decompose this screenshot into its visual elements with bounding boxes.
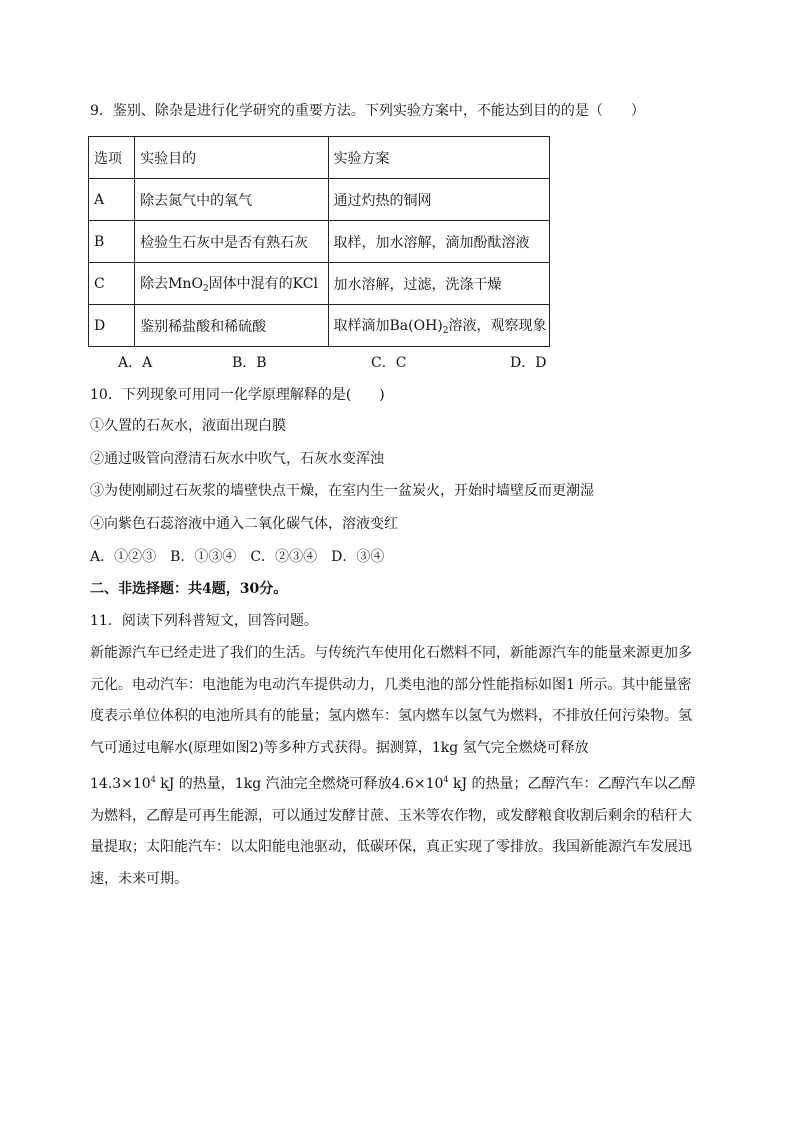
- q10-stem: 10．下列现象可用同一化学原理解释的是( ): [90, 387, 385, 403]
- q10-item: ③为使刚刷过石灰浆的墙壁快点干燥，在室内生一盆炭火，开始时墙壁反而更潮湿: [90, 483, 594, 499]
- passage-number: 14.3×10: [90, 776, 151, 792]
- plan-post: 溶液，观察现象: [448, 318, 547, 334]
- table-row: [89, 179, 550, 221]
- row-plan: 通过灼热的铜网: [328, 179, 550, 221]
- row-plan: 取样，加水溶解，滴加酚酞溶液: [328, 221, 550, 263]
- q9-choice-b: B．B: [232, 355, 267, 371]
- row-option: A: [89, 179, 135, 221]
- passage-number: kJ 的热量，1kg 汽油完全燃烧可释放4.6×10: [155, 776, 444, 792]
- table-row: [89, 221, 550, 263]
- header-option: 选项: [89, 137, 135, 179]
- row-option: B: [89, 221, 135, 263]
- row-goal: 除去氮气中的氧气: [135, 179, 328, 221]
- q10-item: ②通过吸管向澄清石灰水中吹气，石灰水变浑浊: [90, 451, 384, 467]
- q9-table: [88, 136, 550, 347]
- formula-subscript: 2: [202, 284, 209, 294]
- header-plan: 实验方案: [328, 137, 550, 179]
- q10-choices: A．①②③ B．①③④ C．②③④ D．③④: [90, 549, 385, 565]
- passage-text: kJ 的热量；乙醇汽车：乙醇汽车以乙醇为燃料，乙醇是可再生能源，可以通过发酵甘蔗、玉米等农作物，或发酵粮食收割后剩余的秸秆大量提取；太阳能汽车：以太阳能电池驱动，低碳环保，真正实现了零排放。我国新能源汽车发展迅速，未来可期。: [90, 776, 696, 887]
- passage-text: 新能源汽车已经走进了我们的生活。与传统汽车使用化石燃料不同，新能源汽车的能量来源更加多元化。电动汽车：电池能为电动汽车提供动力，几类电池的部分性能指标如图1 所示。其中能量密度表示单位体积的电池所具有的能量；氢内燃车：氢内燃车以氢气为燃料，不排放任何污染物。氢气可通过电解水(原理如图2)等多种方式获得。据测算，1kg 氢气完全燃烧可释放: [90, 645, 692, 756]
- table-header-row: [89, 137, 550, 179]
- row-goal: 检验生石灰中是否有熟石灰: [135, 221, 328, 263]
- row-option: D: [89, 305, 135, 347]
- q9-choice-c: C．C: [371, 355, 407, 371]
- header-goal: 实验目的: [135, 137, 328, 179]
- q11-passage: [90, 638, 702, 895]
- goal-post: 固体中混有的KCl: [208, 276, 318, 292]
- q9-stem: 9．鉴别、除杂是进行化学研究的重要方法。下列实验方案中，不能达到目的的是（ ）: [90, 103, 645, 119]
- row-option: C: [89, 263, 135, 305]
- q9-choice-a: A．A: [118, 355, 153, 371]
- formula-subscript: 2: [442, 326, 449, 336]
- row-plan: [328, 305, 550, 347]
- q10-item: ④向紫色石蕊溶液中通入二氧化碳气体，溶液变红: [90, 516, 398, 532]
- goal-pre: 除去: [140, 276, 169, 292]
- exponent: 4: [443, 775, 449, 784]
- q9-choice-d: D．D: [510, 355, 547, 371]
- plan-pre: 取样滴加Ba(OH): [333, 318, 443, 334]
- section-heading: 二、非选择题：共4题，30分。: [90, 581, 288, 597]
- row-plan: 加水溶解，过滤，洗涤干燥: [328, 263, 550, 305]
- q10-item: ①久置的石灰水，液面出现白膜: [90, 418, 286, 434]
- q11-stem: 11．阅读下列科普短文，回答问题。: [90, 613, 318, 629]
- row-goal: [135, 263, 328, 305]
- formula-mno2: MnO: [168, 276, 203, 292]
- table-row: [89, 263, 550, 305]
- table-row: [89, 305, 550, 347]
- exponent: 4: [150, 775, 156, 784]
- row-goal: 鉴别稀盐酸和稀硫酸: [135, 305, 328, 347]
